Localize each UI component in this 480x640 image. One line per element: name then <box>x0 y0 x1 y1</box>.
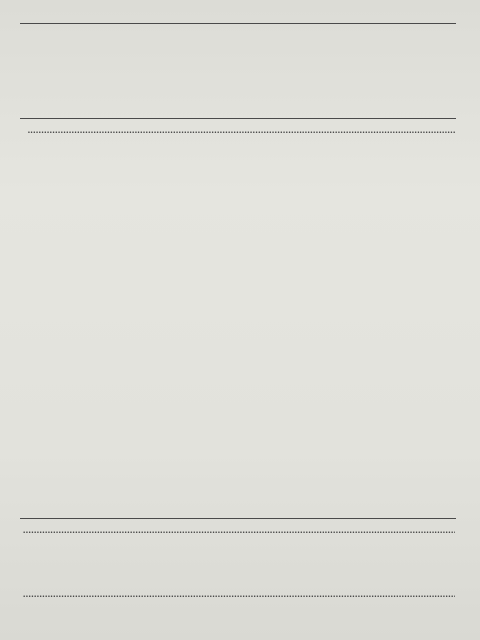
section-rule-1 <box>20 118 456 119</box>
index-heading <box>22 590 456 601</box>
chapter-heading <box>22 126 456 137</box>
header-rule <box>20 23 456 24</box>
section-rule-2 <box>20 518 456 519</box>
literature-heading <box>22 526 456 537</box>
